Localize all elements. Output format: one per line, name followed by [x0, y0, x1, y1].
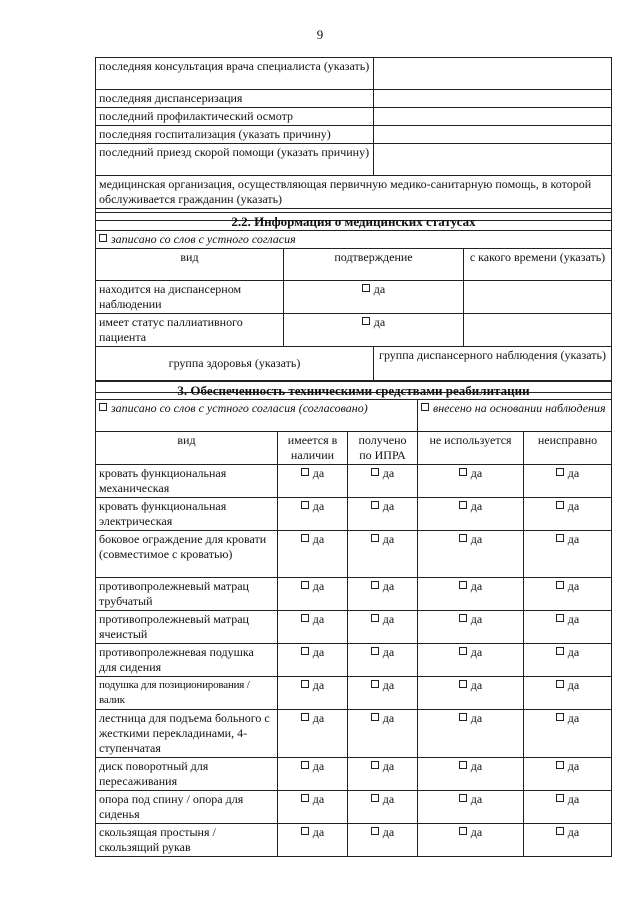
- observation-label: внесено на основании наблюдения: [433, 401, 606, 415]
- checkbox[interactable]: [99, 403, 107, 411]
- yes-cell: [524, 758, 612, 791]
- yes-cell: [524, 791, 612, 824]
- org-label: медицинская организация, осуществляющая первичную медико-санитарную помощь, в которой обслуживается гражданин (указать): [96, 176, 612, 209]
- yes-label: да: [567, 678, 580, 692]
- yes-label: да: [312, 678, 325, 692]
- checkbox[interactable]: [556, 680, 564, 688]
- yes-cell: [278, 677, 348, 710]
- equipment-label: кровать функциональная механическая: [96, 465, 278, 498]
- column-header: вид: [96, 249, 284, 281]
- yes-label: да: [312, 532, 325, 546]
- yes-label: да: [382, 645, 395, 659]
- checkbox[interactable]: [371, 761, 379, 769]
- history-value: [374, 126, 612, 144]
- yes-cell: [524, 578, 612, 611]
- checkbox[interactable]: [459, 501, 467, 509]
- observation-option: [418, 400, 612, 432]
- yes-label: да: [567, 499, 580, 513]
- yes-cell: [348, 758, 418, 791]
- yes-cell: [418, 578, 524, 611]
- yes-cell: [348, 710, 418, 758]
- yes-cell: [348, 578, 418, 611]
- checkbox[interactable]: [371, 713, 379, 721]
- equipment-label: скользящая простыня / скользящий рукав: [96, 824, 278, 857]
- yes-label: да: [470, 532, 483, 546]
- yes-cell: [418, 611, 524, 644]
- section-3-title: 3. Обеспеченность техническими средствами реабилитации: [96, 382, 612, 400]
- checkbox[interactable]: [371, 680, 379, 688]
- since-cell: [464, 281, 612, 314]
- checkbox[interactable]: [301, 468, 309, 476]
- yes-label: да: [382, 711, 395, 725]
- equipment-label: опора под спину / опора для сиденья: [96, 791, 278, 824]
- history-value: [374, 144, 612, 176]
- consent-label: записано со слов с устного согласия: [111, 232, 296, 246]
- checkbox[interactable]: [556, 647, 564, 655]
- checkbox[interactable]: [556, 713, 564, 721]
- column-header: имеется в наличии: [278, 432, 348, 465]
- yes-label: да: [312, 579, 325, 593]
- table-row: [96, 126, 612, 144]
- status-label: находится на диспансерном наблюдении: [96, 281, 284, 314]
- checkbox[interactable]: [371, 501, 379, 509]
- table-row: [96, 498, 612, 531]
- column-header: не используется: [418, 432, 524, 465]
- yes-label: да: [567, 466, 580, 480]
- yes-cell: [278, 710, 348, 758]
- consent-option: [96, 400, 418, 432]
- yes-label: да: [312, 612, 325, 626]
- checkbox[interactable]: [556, 794, 564, 802]
- table-row: [96, 578, 612, 611]
- table-row: [96, 176, 612, 209]
- equipment-label: противопролежневая подушка для сидения: [96, 644, 278, 677]
- equipment-label: лестница для подъема больного с жесткими перекладинами, 4-ступенчатая: [96, 710, 278, 758]
- yes-cell: [524, 611, 612, 644]
- yes-label: да: [312, 759, 325, 773]
- yes-label: да: [382, 825, 395, 839]
- checkbox[interactable]: [459, 761, 467, 769]
- checkbox[interactable]: [421, 403, 429, 411]
- checkbox[interactable]: [556, 827, 564, 835]
- yes-cell: [524, 677, 612, 710]
- yes-cell: [418, 644, 524, 677]
- checkbox[interactable]: [459, 713, 467, 721]
- equipment-label: подушка для позиционирования / валик: [96, 677, 278, 710]
- equipment-label: диск поворотный для пересаживания: [96, 758, 278, 791]
- equipment-label: кровать функциональная электрическая: [96, 498, 278, 531]
- table-row: [96, 710, 612, 758]
- checkbox[interactable]: [99, 234, 107, 242]
- checkbox[interactable]: [301, 761, 309, 769]
- yes-cell: [278, 578, 348, 611]
- yes-cell: [418, 531, 524, 578]
- table-row: [96, 108, 612, 126]
- yes-cell: [278, 531, 348, 578]
- table-row: [96, 90, 612, 108]
- yes-label: да: [373, 315, 386, 329]
- checkbox[interactable]: [362, 284, 370, 292]
- table-row: [96, 531, 612, 578]
- yes-label: да: [373, 282, 386, 296]
- table-row: [96, 465, 612, 498]
- health-group-label: группа здоровья (указать): [96, 347, 374, 381]
- checkbox[interactable]: [459, 647, 467, 655]
- yes-label: да: [567, 711, 580, 725]
- yes-label: да: [470, 499, 483, 513]
- yes-cell: [348, 531, 418, 578]
- yes-cell: [524, 644, 612, 677]
- yes-label: да: [382, 759, 395, 773]
- column-header: получено по ИПРА: [348, 432, 418, 465]
- yes-cell: [418, 465, 524, 498]
- checkbox[interactable]: [459, 534, 467, 542]
- checkbox[interactable]: [371, 614, 379, 622]
- history-label: последняя диспансеризация: [96, 90, 374, 108]
- yes-label: да: [470, 645, 483, 659]
- yes-label: да: [312, 466, 325, 480]
- yes-cell: [348, 677, 418, 710]
- yes-cell: [278, 498, 348, 531]
- yes-label: да: [567, 579, 580, 593]
- confirm-cell: [284, 314, 464, 347]
- medical-status-table: [95, 212, 612, 393]
- history-value: [374, 90, 612, 108]
- since-cell: [464, 314, 612, 347]
- yes-label: да: [312, 645, 325, 659]
- yes-cell: [278, 465, 348, 498]
- yes-label: да: [312, 825, 325, 839]
- checkbox[interactable]: [301, 581, 309, 589]
- column-header: вид: [96, 432, 278, 465]
- yes-cell: [278, 644, 348, 677]
- checkbox[interactable]: [556, 534, 564, 542]
- yes-label: да: [470, 466, 483, 480]
- checkbox[interactable]: [459, 794, 467, 802]
- yes-cell: [348, 644, 418, 677]
- checkbox[interactable]: [556, 761, 564, 769]
- yes-label: да: [382, 466, 395, 480]
- checkbox[interactable]: [301, 647, 309, 655]
- yes-label: да: [470, 792, 483, 806]
- checkbox[interactable]: [459, 614, 467, 622]
- checkbox[interactable]: [459, 680, 467, 688]
- yes-cell: [278, 758, 348, 791]
- yes-label: да: [470, 759, 483, 773]
- yes-cell: [524, 531, 612, 578]
- table-row: [96, 58, 612, 90]
- checkbox[interactable]: [371, 581, 379, 589]
- yes-cell: [418, 498, 524, 531]
- yes-label: да: [470, 711, 483, 725]
- yes-cell: [418, 758, 524, 791]
- table-row: [96, 144, 612, 176]
- yes-cell: [348, 824, 418, 857]
- yes-label: да: [382, 792, 395, 806]
- yes-label: да: [382, 532, 395, 546]
- yes-cell: [348, 465, 418, 498]
- yes-cell: [348, 498, 418, 531]
- checkbox[interactable]: [301, 501, 309, 509]
- yes-cell: [348, 611, 418, 644]
- history-table: [95, 57, 612, 221]
- table-row: [96, 758, 612, 791]
- yes-label: да: [382, 579, 395, 593]
- consent-option: [96, 231, 612, 249]
- history-value: [374, 108, 612, 126]
- history-value: [374, 58, 612, 90]
- yes-cell: [278, 611, 348, 644]
- status-label: имеет статус паллиативного пациента: [96, 314, 284, 347]
- checkbox[interactable]: [556, 501, 564, 509]
- yes-label: да: [312, 711, 325, 725]
- table-row: [96, 824, 612, 857]
- checkbox[interactable]: [362, 317, 370, 325]
- checkbox[interactable]: [301, 614, 309, 622]
- yes-cell: [524, 498, 612, 531]
- yes-label: да: [567, 645, 580, 659]
- checkbox[interactable]: [371, 794, 379, 802]
- checkbox[interactable]: [301, 827, 309, 835]
- checkbox[interactable]: [371, 647, 379, 655]
- checkbox[interactable]: [459, 827, 467, 835]
- history-label: последняя госпитализация (указать причину): [96, 126, 374, 144]
- checkbox[interactable]: [556, 468, 564, 476]
- checkbox[interactable]: [371, 534, 379, 542]
- section-22-title: 2.2. Информация о медицинских статусах: [96, 213, 612, 231]
- yes-label: да: [470, 579, 483, 593]
- yes-cell: [524, 465, 612, 498]
- yes-label: да: [470, 612, 483, 626]
- column-header: с какого времени (указать): [464, 249, 612, 281]
- table-row: [96, 791, 612, 824]
- equipment-label: противопролежневый матрац трубчатый: [96, 578, 278, 611]
- column-header: подтверждение: [284, 249, 464, 281]
- yes-label: да: [312, 499, 325, 513]
- history-label: последняя консультация врача специалиста (указать): [96, 58, 374, 90]
- yes-label: да: [382, 499, 395, 513]
- equipment-label: противопролежневый матрац ячеистый: [96, 611, 278, 644]
- history-label: последний приезд скорой помощи (указать причину): [96, 144, 374, 176]
- dispensary-group-label: группа диспансерного наблюдения (указать): [374, 347, 612, 381]
- yes-cell: [524, 824, 612, 857]
- yes-label: да: [567, 759, 580, 773]
- yes-cell: [418, 677, 524, 710]
- confirm-cell: [284, 281, 464, 314]
- table-row: [96, 611, 612, 644]
- yes-cell: [278, 824, 348, 857]
- column-header: неисправно: [524, 432, 612, 465]
- yes-cell: [418, 710, 524, 758]
- yes-label: да: [567, 792, 580, 806]
- yes-label: да: [382, 678, 395, 692]
- table-row: [96, 644, 612, 677]
- checkbox[interactable]: [371, 468, 379, 476]
- page-number: 9: [316, 27, 324, 42]
- checkbox[interactable]: [459, 581, 467, 589]
- yes-cell: [524, 710, 612, 758]
- yes-cell: [278, 791, 348, 824]
- yes-label: да: [567, 825, 580, 839]
- rehab-table: [95, 381, 612, 857]
- yes-label: да: [470, 678, 483, 692]
- yes-cell: [348, 791, 418, 824]
- checkbox[interactable]: [459, 468, 467, 476]
- yes-label: да: [567, 612, 580, 626]
- table-row: [96, 677, 612, 710]
- rehab-rows: [96, 465, 612, 857]
- checkbox[interactable]: [556, 581, 564, 589]
- checkbox[interactable]: [301, 680, 309, 688]
- table-row: [96, 281, 612, 314]
- yes-label: да: [470, 825, 483, 839]
- yes-label: да: [312, 792, 325, 806]
- yes-label: да: [382, 612, 395, 626]
- checkbox[interactable]: [301, 534, 309, 542]
- equipment-label: боковое ограждение для кровати (совместимое с кроватью): [96, 531, 278, 578]
- checkbox[interactable]: [301, 794, 309, 802]
- checkbox[interactable]: [556, 614, 564, 622]
- table-row: [96, 314, 612, 347]
- consent-label: записано со слов с устного согласия (согласовано): [111, 401, 368, 415]
- yes-label: да: [567, 532, 580, 546]
- checkbox[interactable]: [301, 713, 309, 721]
- yes-cell: [418, 791, 524, 824]
- history-label: последний профилактический осмотр: [96, 108, 374, 126]
- checkbox[interactable]: [371, 827, 379, 835]
- yes-cell: [418, 824, 524, 857]
